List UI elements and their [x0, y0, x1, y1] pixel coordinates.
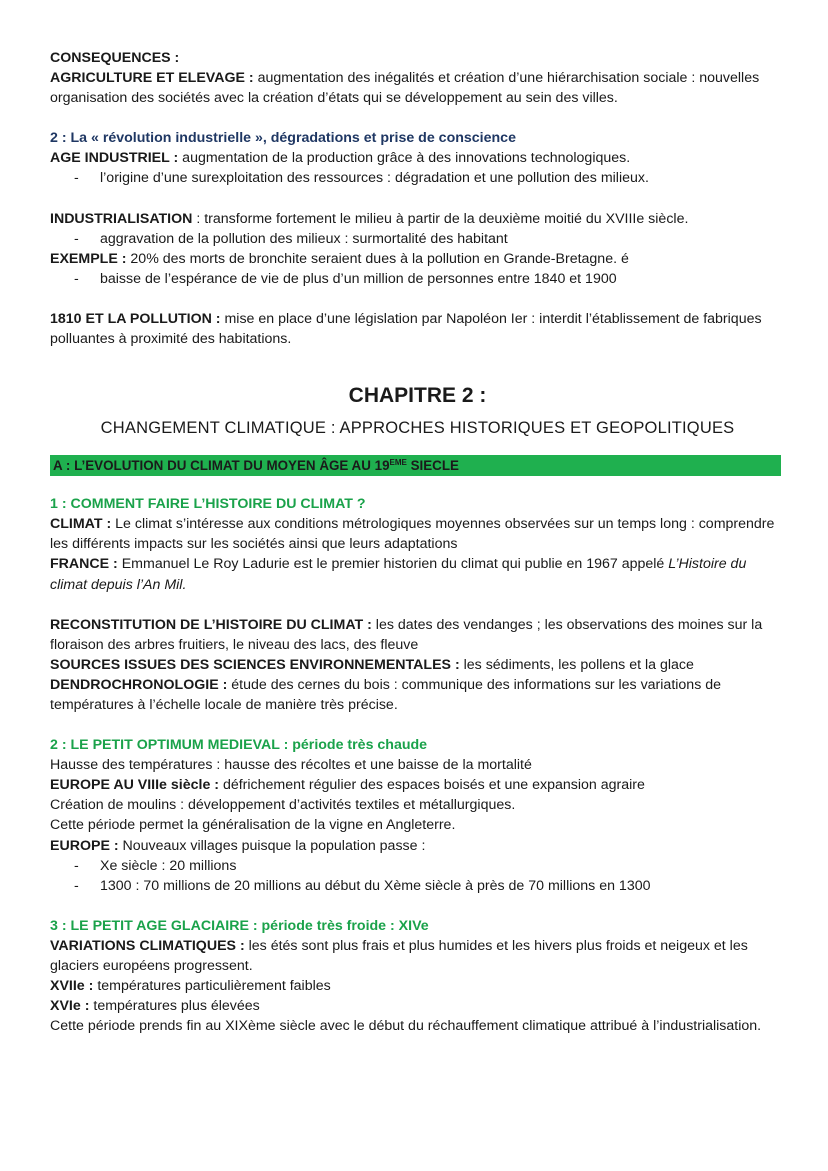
label-consequences: CONSEQUENCES : [50, 50, 180, 66]
label-1810-pollution: 1810 ET LA POLLUTION : [50, 310, 221, 327]
paragraph-exemple [50, 249, 785, 269]
text-exemple: 20% des morts de bronchite seraient dues à la pollution en Grande-Bretagne. é [126, 250, 629, 267]
paragraph-vigne: Cette période permet la généralisation de la vigne en Angleterre. [50, 817, 456, 834]
label-europe-viiie: EUROPE AU VIIIe siècle : [50, 777, 219, 794]
paragraph-france [50, 554, 785, 594]
paragraph-europe [50, 836, 785, 856]
text-1300: 1300 : 70 millions de 20 millions au début du Xème siècle à près de 70 millions en 1300 [100, 877, 651, 894]
text-aggravation: aggravation de la pollution des milieux : surmortalité des habitant [100, 230, 508, 247]
paragraph-moulins: Création de moulins : développement d’activités textiles et métallurgiques. [50, 797, 516, 814]
text-1810-pollution: mise en place d’une législation par Napoléon Ier : interdit l’établissement de fabriques polluantes à proximité des habitations. [50, 310, 762, 348]
label-xvie: XVIe : [50, 998, 90, 1015]
label-dendrochronologie: DENDROCHRONOLOGIE : [50, 676, 228, 693]
book-title: L’Histoire du climat depuis l’An Mil. [50, 556, 747, 593]
paragraph-reconstitution [50, 615, 785, 655]
band-text: A : L’EVOLUTION DU CLIMAT DU MOYEN ÂGE AU 19 [53, 458, 390, 474]
text-reconstitution: les dates des vendanges ; les observations des moines sur la floraison des arbres fruitiers, le niveau des lacs, des fleuve [50, 616, 763, 653]
paragraph-sources [50, 655, 785, 675]
text-france: Emmanuel Le Roy Ladurie est le premier historien du climat qui publie en 1967 appelé [117, 556, 669, 573]
bullet-esperance-de-vie [50, 269, 785, 289]
text-xe-siecle: Xe siècle : 20 millions [100, 857, 237, 874]
label-france: FRANCE : [50, 556, 118, 573]
text-sources: les sédiments, les pollens et la glace [459, 656, 694, 673]
label-age-industriel: AGE INDUSTRIEL : [50, 150, 179, 167]
bullet-dash: - [74, 230, 79, 247]
document-page [50, 48, 785, 1036]
paragraph-xviie [50, 976, 785, 996]
heading-petit-age-glaciaire: 3 : LE PETIT AGE GLACIAIRE : période très froide : XIVe [50, 917, 429, 934]
band-superscript: EME [389, 458, 407, 468]
label-industrialisation: INDUSTRIALISATION [50, 210, 193, 227]
paragraph-industrialisation [50, 209, 785, 229]
paragraph-dendrochronologie [50, 675, 785, 715]
text-europe: Nouveaux villages puisque la population passe : [118, 837, 426, 854]
heading-optimum-medieval: 2 : LE PETIT OPTIMUM MEDIEVAL : période très chaude [50, 737, 428, 754]
chapter-subtitle: CHANGEMENT CLIMATIQUE : APPROCHES HISTORIQUES ET GEOPOLITIQUES [100, 419, 735, 438]
bullet-1300 [50, 876, 785, 896]
text-variations: les étés sont plus frais et plus humides et les hivers plus froids et neigeux et les glaciers européens progressent. [50, 937, 748, 974]
text-surexploitation: l’origine d’une surexploitation des ressources : dégradation et une pollution des milieux. [100, 170, 649, 187]
label-europe: EUROPE : [50, 837, 119, 854]
chapter-title: CHAPITRE 2 : [348, 384, 487, 408]
label-variations: VARIATIONS CLIMATIQUES : [50, 937, 245, 954]
paragraph-climat [50, 514, 785, 554]
label-xviie: XVIIe : [50, 978, 94, 995]
paragraph-agriculture [50, 68, 785, 108]
paragraph-variations [50, 936, 785, 976]
text-esperance-de-vie: baisse de l’espérance de vie de plus d’un million de personnes entre 1840 et 1900 [100, 270, 617, 287]
paragraph-xvie [50, 996, 785, 1016]
text-dendrochronologie: étude des cernes du bois : communique des informations sur les variations de températures à l’échelle locale de manière très précise. [50, 676, 722, 713]
label-exemple: EXEMPLE : [50, 250, 127, 267]
heading-revolution-industrielle: 2 : La « révolution industrielle », dégradations et prise de conscience [50, 130, 516, 147]
label-climat: CLIMAT : [50, 516, 112, 533]
heading-histoire-du-climat: 1 : COMMENT FAIRE L’HISTOIRE DU CLIMAT ? [50, 496, 366, 513]
paragraph-hausse-temperatures: Hausse des températures : hausse des récoltes et une baisse de la mortalité [50, 757, 532, 774]
section-band-evolution-climat [50, 455, 781, 476]
text-agriculture: augmentation des inégalités et création d’une hiérarchisation sociale : nouvelles organisation des sociétés avec la création d’états qui se développement au sein des villes. [50, 70, 760, 107]
text-xvie: températures plus élevées [89, 998, 260, 1015]
bullet-surexploitation [50, 168, 785, 188]
bullet-xe-siecle [50, 856, 785, 876]
paragraph-age-industriel [50, 148, 785, 168]
band-text-end: SIECLE [406, 458, 459, 474]
paragraph-europe-viiie [50, 775, 785, 795]
text-climat: Le climat s’intéresse aux conditions métrologiques moyennes observées sur un temps long : comprendre les différents impacts sur les sociétés ainsi que leurs adaptations [50, 516, 775, 553]
label-reconstitution: RECONSTITUTION DE L’HISTOIRE DU CLIMAT : [50, 616, 372, 633]
text-age-industriel: augmentation de la production grâce à des innovations technologiques. [178, 150, 631, 167]
bullet-dash: - [74, 877, 79, 894]
paragraph-1810-pollution [50, 309, 785, 349]
bullet-dash: - [74, 857, 79, 874]
label-sources: SOURCES ISSUES DES SCIENCES ENVIRONNEMENTALES : [50, 656, 460, 673]
paragraph-consequences [50, 48, 785, 68]
bullet-aggravation [50, 229, 785, 249]
text-europe-viiie: défrichement régulier des espaces boisés et une expansion agraire [219, 777, 645, 794]
paragraph-fin-periode: Cette période prends fin au XIXème siècle avec le début du réchauffement climatique attribué à l’industrialisation. [50, 1018, 762, 1035]
text-xviie: températures particulièrement faibles [93, 978, 331, 995]
bullet-dash: - [74, 270, 79, 287]
text-industrialisation: : transforme fortement le milieu à partir de la deuxième moitié du XVIIIe siècle. [192, 210, 689, 227]
label-agriculture: AGRICULTURE ET ELEVAGE : [50, 70, 254, 87]
bullet-dash: - [74, 170, 79, 187]
